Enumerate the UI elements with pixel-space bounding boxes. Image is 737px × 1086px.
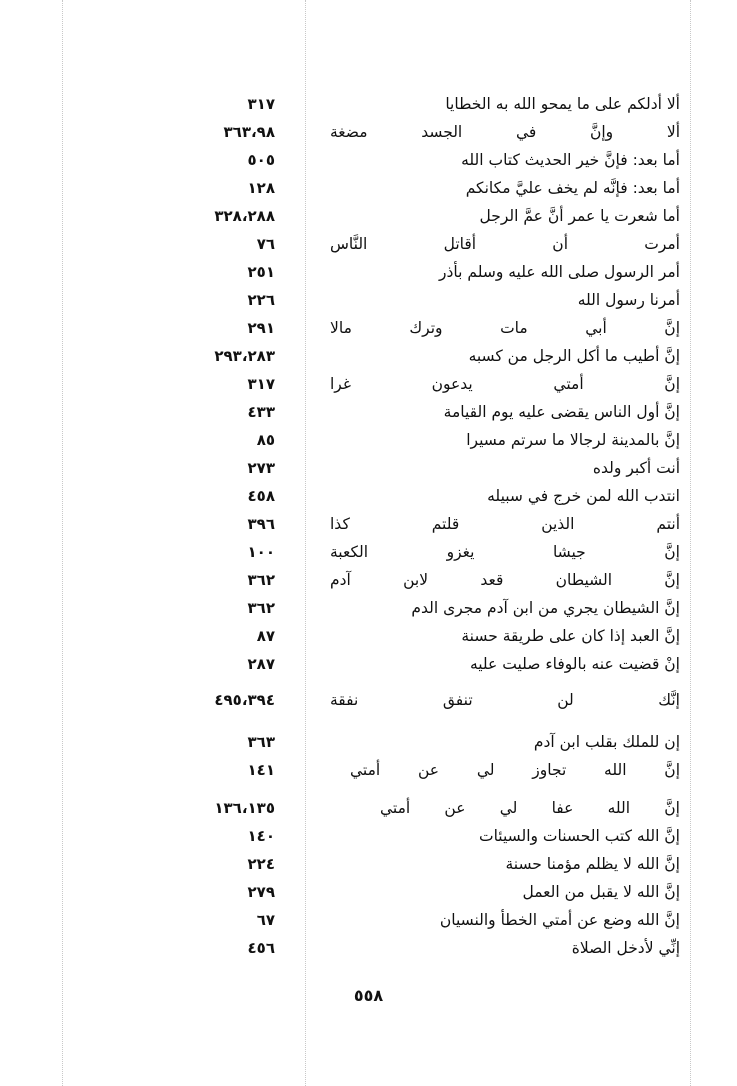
hadith-text: إنَّ أمتي يدعون غرا <box>330 375 680 393</box>
hadith-text: أما بعد: فإنَّ خير الحديث كتاب الله <box>461 151 680 169</box>
page-references: ١٤١ <box>247 761 275 779</box>
hadith-text: إنَّ جيشا يغزو الكعبة <box>330 543 680 561</box>
hadith-text: إنَّك لن تنفق نفقة <box>330 691 680 709</box>
page-references: ٢٨٧ <box>247 655 275 673</box>
page-references: ٥٠٥ <box>247 151 275 169</box>
index-entry <box>120 566 680 594</box>
hadith-text: أنتم الذين قلتم كذا <box>330 515 680 533</box>
page-references: ٢٥١ <box>247 263 275 281</box>
index-entry <box>120 286 680 314</box>
page-references: ٢٧٣ <box>247 459 275 477</box>
hadith-text: أمر الرسول صلى الله عليه وسلم بأذر <box>439 263 680 281</box>
index-entry <box>120 650 680 678</box>
page-references: ٢٩٣،٢٨٣ <box>214 347 275 365</box>
index-entry <box>120 174 680 202</box>
index-entry <box>120 794 680 822</box>
hadith-text: إنَّ أبي مات وترك مالا <box>330 319 680 337</box>
hadith-text: إنَّ الله عفا لي عن أمتي <box>380 799 680 817</box>
index-entry <box>120 482 680 510</box>
scan-artifact-line <box>62 0 63 1086</box>
hadith-text: إنِّي لأدخل الصلاة <box>571 939 680 957</box>
hadith-text: أما شعرت يا عمر أنَّ عمَّ الرجل <box>479 207 680 225</box>
page-references: ٣١٧ <box>247 375 275 393</box>
index-entry <box>120 822 680 850</box>
page-references: ٦٧ <box>256 911 275 929</box>
page-references: ٤٣٣ <box>247 403 275 421</box>
hadith-text: إنَّ الشيطان يجري من ابن آدم مجرى الدم <box>411 599 680 617</box>
index-entry <box>120 90 680 118</box>
hadith-text: إنَّ الله تجاوز لي عن أمتي <box>350 761 680 779</box>
page-references: ٢٢٦ <box>247 291 275 309</box>
page-references: ١٠٠ <box>247 543 275 561</box>
hadith-text: إنَّ أول الناس يقضى عليه يوم القيامة <box>443 403 680 421</box>
page-references: ٣٦٢ <box>247 571 275 589</box>
page-references: ٢٧٩ <box>247 883 275 901</box>
hadith-index-list <box>120 90 680 962</box>
page-references: ١٤٠ <box>247 827 275 845</box>
page-references: ١٢٨ <box>247 179 275 197</box>
index-entry <box>120 370 680 398</box>
page-references: ٣٩٦ <box>247 515 275 533</box>
page-references: ١٣٦،١٣٥ <box>214 799 275 817</box>
page-references: ٢٩١ <box>247 319 275 337</box>
hadith-text: ألا وإنَّ في الجسد مضغة <box>330 123 680 141</box>
hadith-text: إن للملك بقلب ابن آدم <box>533 733 680 751</box>
index-entry <box>120 230 680 258</box>
index-entry <box>120 756 680 794</box>
page-references: ٣٦٢ <box>247 599 275 617</box>
hadith-text: أمرنا رسول الله <box>577 291 680 309</box>
hadith-text: إنَّ الشيطان قعد لابن آدم <box>330 571 680 589</box>
index-entry <box>120 342 680 370</box>
index-entry <box>120 878 680 906</box>
page-references: ٣٢٨،٢٨٨ <box>214 207 275 225</box>
hadith-text: انتدب الله لمن خرج في سبيله <box>487 487 680 505</box>
page-references: ٨٧ <box>256 627 275 645</box>
page-references: ٤٥٦ <box>247 939 275 957</box>
page-references: ٢٢٤ <box>247 855 275 873</box>
hadith-text: إنَّ بالمدينة لرجالا ما سرتم مسيرا <box>466 431 680 449</box>
index-entry <box>120 258 680 286</box>
hadith-text: إنَّ الله لا يقبل من العمل <box>522 883 680 901</box>
page-references: ٣٦٣ <box>247 733 275 751</box>
page-references: ٣١٧ <box>247 95 275 113</box>
index-entry <box>120 906 680 934</box>
hadith-text: إنَّ الله كتب الحسنات والسيئات <box>478 827 680 845</box>
index-entry <box>120 146 680 174</box>
index-entry <box>120 118 680 146</box>
hadith-text: إنْ قضيت عنه بالوفاء صليت عليه <box>469 655 680 673</box>
index-entry <box>120 850 680 878</box>
page-references: ٤٩٥،٣٩٤ <box>214 691 275 709</box>
index-entry <box>120 728 680 756</box>
page-references: ٤٥٨ <box>247 487 275 505</box>
index-entry <box>120 594 680 622</box>
hadith-text: إنَّ العبد إذا كان على طريقة حسنة <box>461 627 680 645</box>
index-entry <box>120 426 680 454</box>
page-references: ٨٥ <box>256 431 275 449</box>
hadith-text: إنَّ الله وضع عن أمتي الخطأ والنسيان <box>439 911 680 929</box>
hadith-text: أما بعد: فإنَّه لم يخف عليَّ مكانكم <box>465 179 680 197</box>
page-number: ٥٥٨ <box>353 986 384 1005</box>
index-entry <box>120 934 680 962</box>
index-entry <box>120 510 680 538</box>
hadith-text: إنَّ أطيب ما أكل الرجل من كسبه <box>468 347 680 365</box>
index-entry <box>120 314 680 342</box>
index-entry <box>120 678 680 728</box>
index-entry <box>120 538 680 566</box>
scan-artifact-line <box>690 0 691 1086</box>
hadith-text: أمرت أن أقاتل النَّاس <box>330 235 680 253</box>
index-entry <box>120 622 680 650</box>
index-entry <box>120 398 680 426</box>
page-references: ٧٦ <box>256 235 275 253</box>
page-references: ٣٦٣،٩٨ <box>223 123 275 141</box>
hadith-text: ألا أدلكم على ما يمحو الله به الخطايا <box>445 95 680 113</box>
hadith-text: أنت أكبر ولده <box>592 459 680 477</box>
index-entry <box>120 454 680 482</box>
hadith-text: إنَّ الله لا يظلم مؤمنا حسنة <box>505 855 680 873</box>
index-entry <box>120 202 680 230</box>
